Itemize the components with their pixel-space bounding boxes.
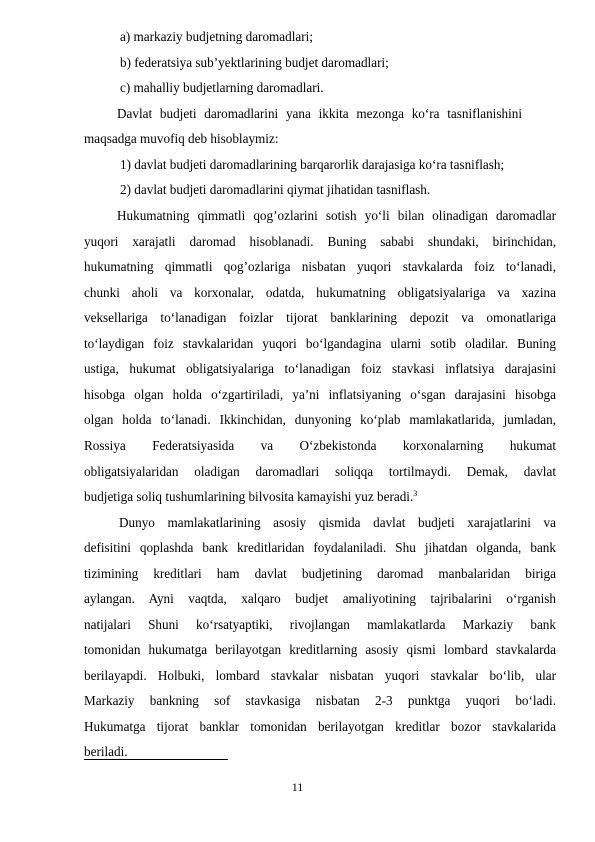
list-item-2: 2) davlat budjeti daromadlarini qiymat jihatidan tasniflash. (120, 182, 431, 197)
paragraph-3-line: Hukumatga tijorat banklar tomonidan berilayotgan kreditlar bozor stavkalarida (84, 719, 556, 734)
paragraph-3-line: aylangan. Ayni vaqtda, xalqaro budjet amaliyotining tajribalarini o‘rganish (84, 591, 556, 606)
paragraph-2-line: budjetiga soliq tushumlarining bilvosita kamayishi yuz beradi. (84, 489, 414, 504)
paragraph-3-line: Dunyo mamlakatlarining asosiy qismida davlat budjeti xarajatlarini va (119, 515, 556, 530)
paragraph-2-line: olgan holda to‘lanadi. Ikkinchidan, dunyoning ko‘plab mamlakatlarida, jumladan, (84, 412, 556, 427)
paragraph-2-line: Hukumatning qimmatli qog’ozlarini sotish yo‘li bilan olinadigan daromadlar (117, 208, 556, 223)
paragraph-3-line: tomonidan hukumatga berilayotgan kreditlarning asosiy qismi lombard stavkalarda (84, 642, 556, 657)
paragraph-2-line: chunki aholi va korxonalar, odatda, hukumatning obligatsiyalariga va xazina (84, 285, 556, 300)
list-item-c: c) mahalliy budjetlarning daromadlari. (120, 80, 324, 95)
footnote-reference[interactable]: 3 (413, 489, 418, 498)
paragraph-3-line: natijalari Shuni ko‘rsatyaptiki, rivojlangan mamlakatlarda Markaziy bank (84, 617, 556, 632)
paragraph-2-line: ustiga, hukumat obligatsiyalariga to‘lanadigan foiz stavkasi inflatsiya darajasini (84, 361, 556, 376)
paragraph-2-line: obligatsiyalaridan oladigan daromadlari soliqqa tortilmaydi. Demak, davlat (84, 464, 556, 479)
paragraph-2-line: to‘laydigan foiz stavkalaridan yuqori bo‘lgandagina ularni sotib oladilar. Buning (84, 336, 556, 351)
list-item-1: 1) davlat budjeti daromadlarining barqarorlik darajasiga ko‘ra tasniflash; (120, 157, 505, 172)
footnote-separator (84, 759, 228, 760)
paragraph-2-line: hisobga olgan holda o‘zgartiriladi, ya’ni inflatsiyaning o‘sgan darajasini hisobga (84, 387, 556, 402)
paragraph-1-line: maqsadga muvofiq deb hisoblaymiz: (84, 131, 279, 146)
paragraph-1-line: Davlat budjeti daromadlarini yana ikkita mezonga ko‘ra tasniflanishini (117, 106, 522, 121)
paragraph-3-line: defisitini qoplashda bank kreditlaridan foydalaniladi. Shu jihatdan olganda, bank (84, 540, 556, 555)
paragraph-3-line: berilayapdi. Holbuki, lombard stavkalar nisbatan yuqori stavkalar bo‘lib, ular (84, 668, 556, 683)
list-item-b: b) federatsiya sub’yektlarining budjet daromadlari; (120, 55, 389, 70)
paragraph-2-line: hukumatning qimmatli qog’ozlariga nisbatan yuqori stavkalarda foiz to‘lanadi, (84, 259, 556, 274)
paragraph-3-line: beriladi. (84, 744, 128, 759)
paragraph-2-last-line (84, 489, 417, 505)
list-item-a: a) markaziy budjetning daromadlari; (120, 29, 313, 44)
paragraph-2-line: veksellariga to‘lanadigan foizlar tijorat banklarining depozit va omonatlariga (84, 310, 556, 325)
paragraph-2-line: Rossiya Federatsiyasida va O‘zbekistonda korxonalarning hukumat (84, 438, 556, 453)
paragraph-2-line: yuqori xarajatli daromad hisoblanadi. Buning sababi shundaki, birinchidan, (84, 234, 556, 249)
paragraph-3-line: Markaziy bankning sof stavkasiga nisbatan 2-3 punktga yuqori bo‘ladi. (84, 693, 556, 708)
page-number: 11 (291, 780, 304, 794)
paragraph-3-line: tizimining kreditlari ham davlat budjetining daromad manbalaridan biriga (84, 566, 556, 581)
